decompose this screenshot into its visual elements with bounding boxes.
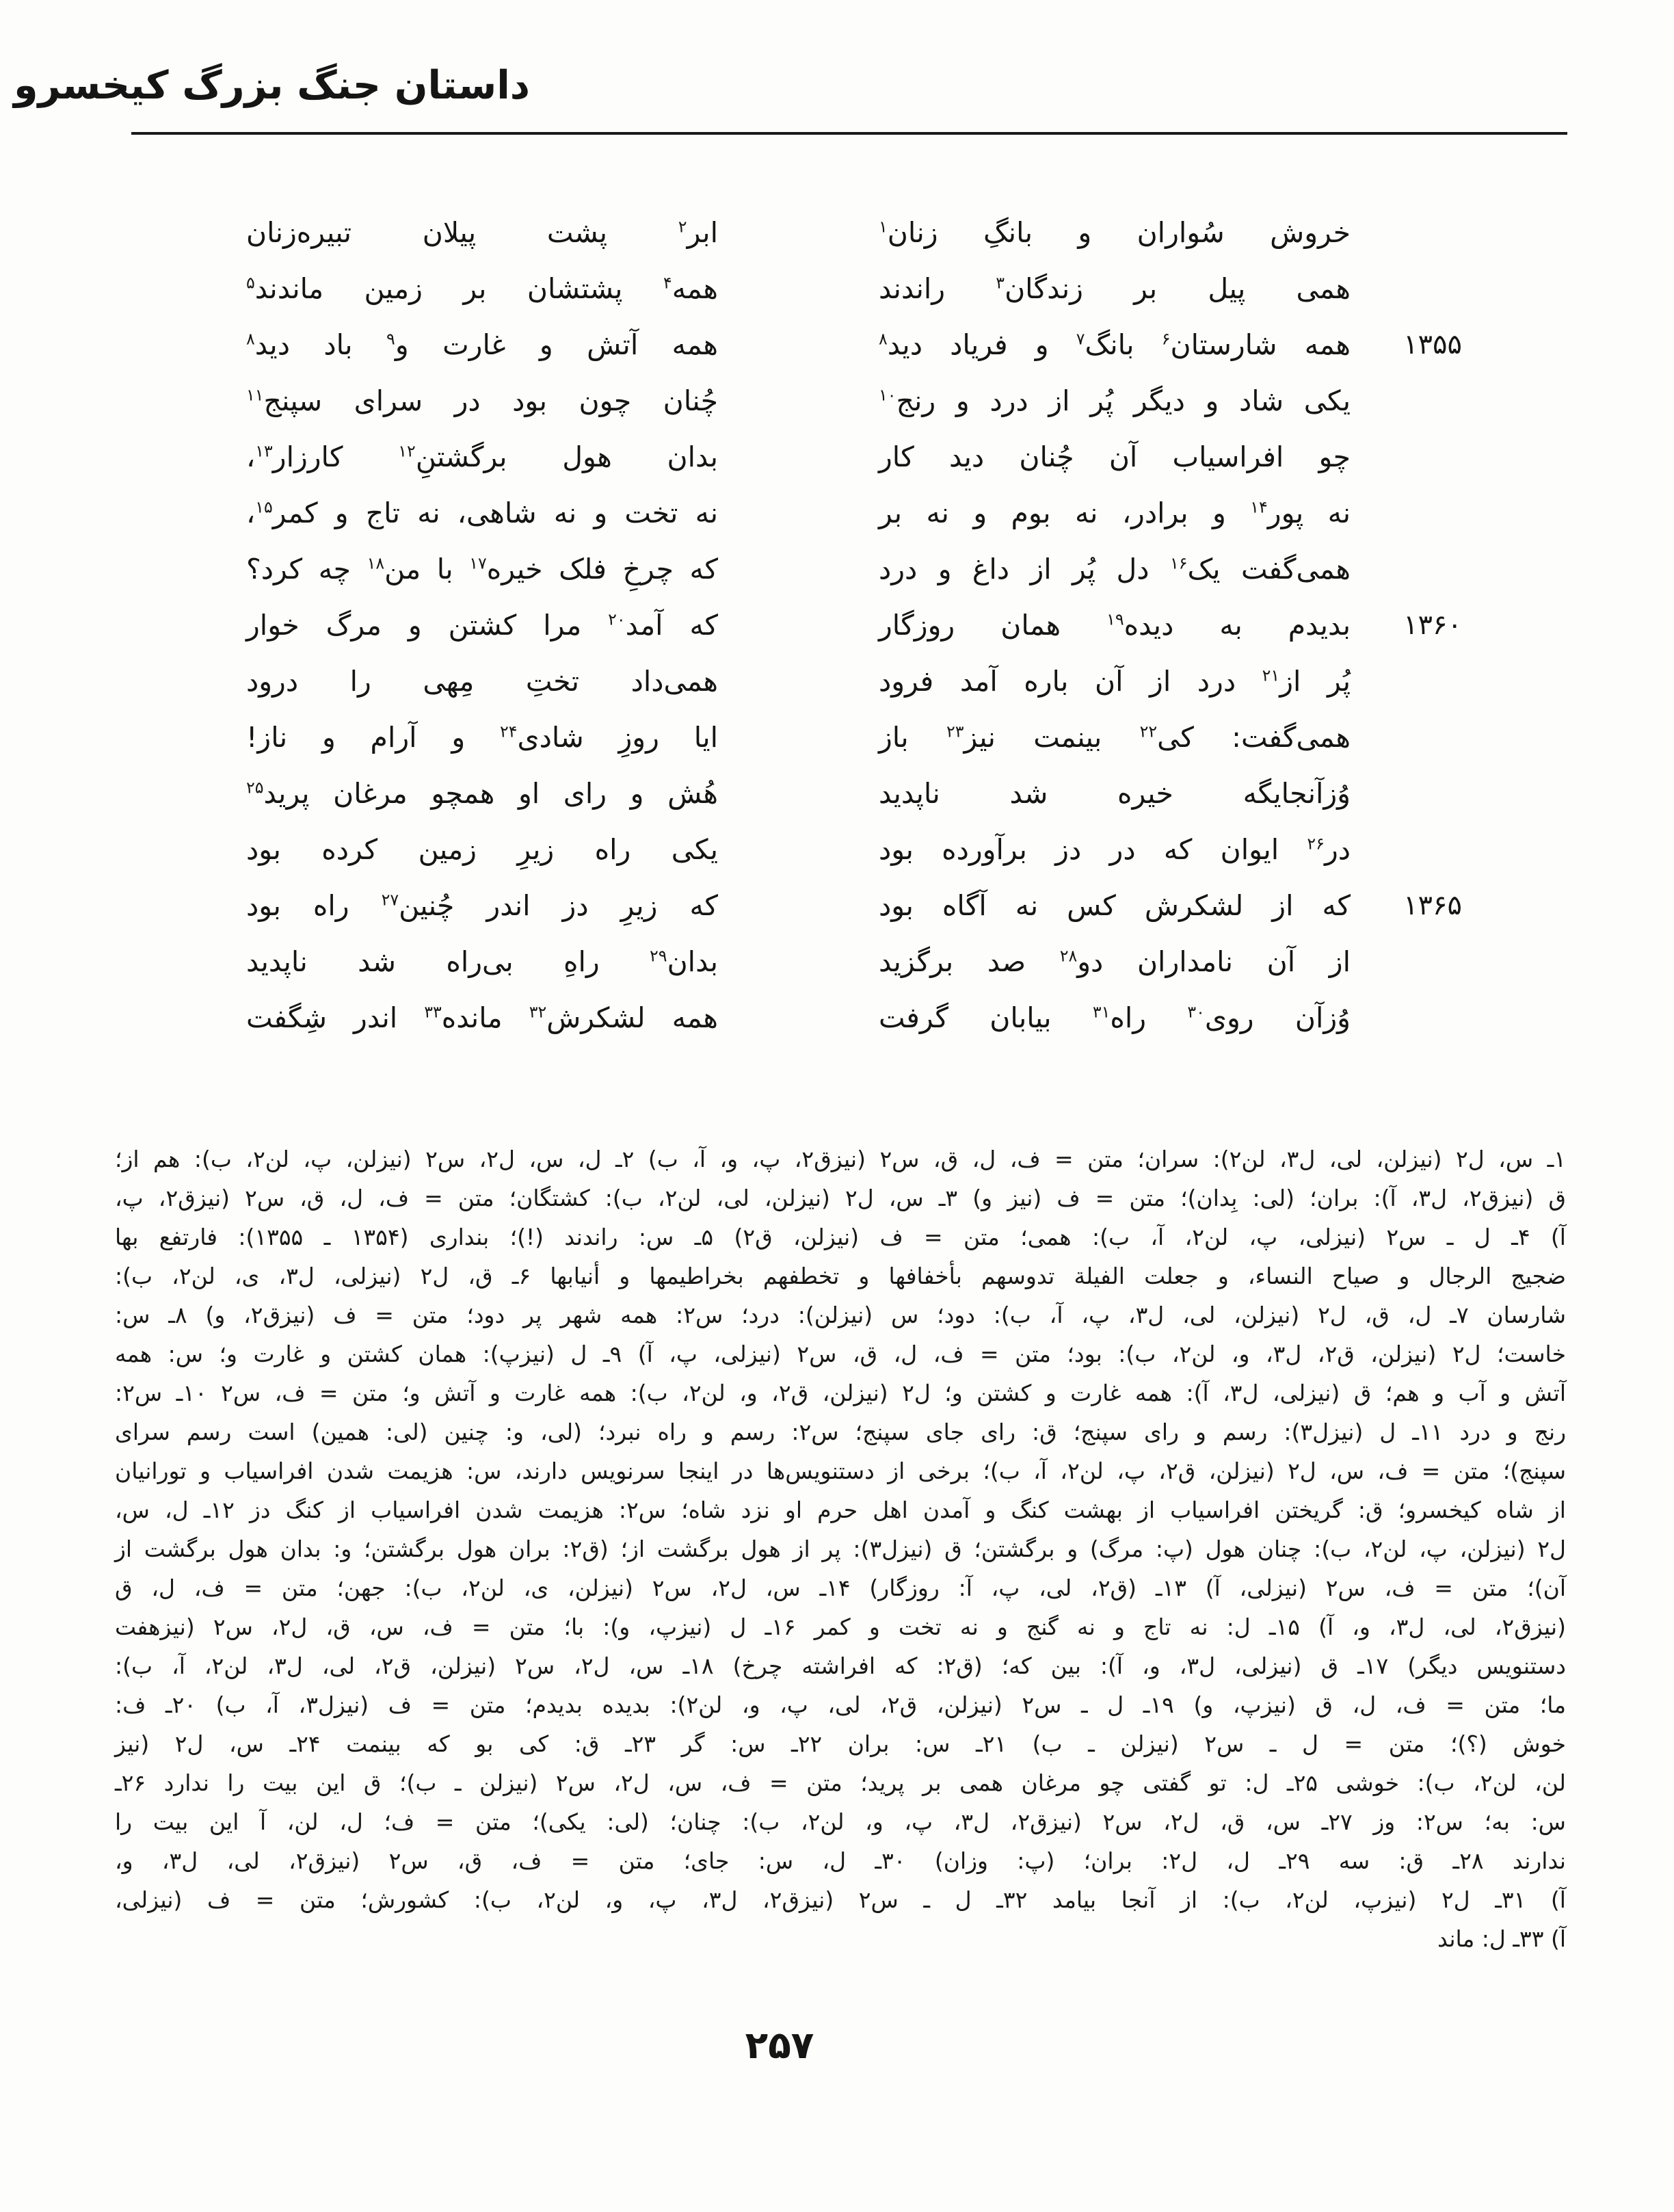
verse-row: [0, 765, 1674, 821]
verse-row: [0, 597, 1674, 653]
verse-row: [0, 261, 1674, 317]
verse-row: [0, 653, 1674, 709]
footnote-line: ندارند ۲۸ـ ق: سه ۲۹ـ ل، ل۲: بران؛ (پ: وزان) ۳۰ـ ل، س: جای؛ متن = ف، ق، س۲ (نیزق۲، لی، ل۳، و،: [115, 1847, 1566, 1874]
hemistich-right: که از لشکرش کس نه آگاه بود: [879, 889, 1351, 922]
hemistich-left: همه آتش و غارت و$^۹$ باد دید$^۸$: [246, 328, 718, 361]
verse-row: [0, 485, 1674, 541]
hemistich-right: یکی شاد و دیگر پُر از درد و رنج$^{۱۰}$: [879, 384, 1351, 417]
footnote-line: آ) ۳۱ـ ل۲ (نیزپ، لن۲، ب): از آنجا بیامد ۳۲ـ ل ـ س۲ (نیزق۲، ل۳، پ، و، لن۲، ب): کشورش؛ متن = ف (نیزلی،: [115, 1886, 1566, 1913]
hemistich-right: در$^{۲۶}$ ایوان که در دز برآورده بود: [879, 833, 1351, 866]
hemistich-right: خروش سُواران و بانگِ زنان$^۱$: [879, 216, 1351, 249]
footnote-line: آتش و آب و هم؛ ق (نیزلی، ل۳، آ): همه غارت و کشتن و؛ ل۲ (نیزلن، ق۲، و، لن۲، ب): همه غارت و آتش و؛ متن = ف، س۲ ۱۰ـ س۲:: [115, 1380, 1566, 1406]
footnote-line: رنج و درد ۱۱ـ ل (نیزل۳): رسم و رای سپنج؛ ق: رای جای سپنج؛ س۲: رسم و راه نبرد؛ (لی، و: چنین (لی: همین) است رسم سرای: [115, 1419, 1567, 1445]
hemistich-left: ایا روزِ شادی$^{۲۴}$ و آرام و ناز!: [246, 721, 718, 754]
verse-number: ۱۳۵۵: [1403, 329, 1462, 360]
verse-row: [0, 541, 1674, 597]
hemistich-right: بدیدم به دیده$^{۱۹}$ همان روزگار: [879, 609, 1351, 642]
footnote-line: (نیزق۲، لی، ل۳، و، آ) ۱۵ـ ل: نه تاج و نه گنج و نه تخت و کمر ۱۶ـ ل (نیزپ، و): با؛ متن = ف، س، ق، ل۲، س۲ (نیزهفت: [115, 1614, 1566, 1640]
verse-row: [0, 709, 1674, 765]
footnote-line: ۱ـ س، ل۲ (نیزلن، لی، ل۳، لن۲): سران؛ متن = ف، ل، ق، س۲ (نیزق۲، پ، و، آ، ب) ۲ـ ل، س، ل۲، س۲ (نیزلن، پ، لن۲، ب): هم از؛: [115, 1146, 1566, 1172]
hemistich-left: همه$^۴$ پشتشان بر زمین ماندند$^۵$: [246, 272, 718, 305]
hemistich-left: که زیرِ دز اندر چُنین$^{۲۷}$ راه بود: [246, 889, 718, 922]
running-head-title: داستان جنگ بزرگ کیخسرو: [14, 63, 530, 108]
verse-row: [0, 878, 1674, 934]
hemistich-left: که چرخِ فلک خیره$^{۱۷}$ با من$^{۱۸}$ چه کرد؟: [246, 553, 718, 585]
hemistich-right: وُزآنجایگه خیره شد ناپدید: [879, 777, 1351, 810]
verse-row: [0, 205, 1674, 261]
hemistich-right: همی‌گفت یک$^{۱۶}$ دل پُر از داغ و درد: [879, 553, 1351, 585]
verse-number: ۱۳۶۰: [1403, 609, 1462, 641]
hemistich-left: نه تخت و نه شاهی، نه تاج و کمر$^{۱۵}$،: [246, 497, 718, 529]
footnote-line: ق (نیزق۲، ل۳، آ): بران؛ (لی: بِدان)؛ متن = ف (نیز و) ۳ـ س، ل۲ (نیزلن، لی، لن۲، ب): کشتگان؛ متن = ف، ل، ق، س۲ (نیزق۲، پ،: [115, 1185, 1567, 1211]
verse-row: [0, 990, 1674, 1046]
header-rule: [131, 132, 1567, 135]
footnote-line: ضجیج الرجال و صیاح النساء، و جعلت الفیلة تدوسهم بأخفافها و تخطفهم بخراطیمها و أنیابها ۶ـ ق، ل۲ (نیزلی، ل۳، ی، لن۲، ب):: [115, 1263, 1566, 1289]
hemistich-right: پُر از$^{۲۱}$ درد از آن باره آمد فرود: [879, 665, 1351, 698]
footnote-line: س: به؛ س۲: وز ۲۷ـ س، ق، ل۲، س۲ (نیزق۲، ل۳، پ، و، لن۲، ب): چنان؛ (لی: یکی)؛ متن = ف؛ ل، لن، آ این بیت را: [115, 1808, 1566, 1835]
footnote-line: لن، لن۲، ب): خوشی ۲۵ـ ل: تو گفتی چو مرغان همی بر پرید؛ متن = ف، س، ل۲، س۲ (نیزلن ـ ب)؛ ق این بیت را ندارد ۲۶ـ: [115, 1769, 1566, 1796]
footnote-line: شارسان ۷ـ ل، ق، ل۲ (نیزلن، لی، ل۳، پ، آ، ب): دود؛ س (نیزلن): درد؛ س۲: همه شهر پر دود؛ متن = ف (نیزق۲، و) ۸ـ س:: [115, 1302, 1566, 1328]
verse-row: [0, 317, 1674, 373]
hemistich-left: بدان هول برگشتنِ$^{۱۲}$ کارزار$^{۱۳}$،: [246, 440, 718, 473]
hemistich-left: بدان$^{۲۹}$ راهِ بی‌راه شد ناپدید: [246, 945, 718, 978]
footnote-line: سپنج)؛ متن = ف، س، ل۲ (نیزلن، ق۲، پ، لن۲، آ، ب)؛ برخی از دستنویس‌ها در اینجا سرنویس دارند، س: هزیمت شدن افراسیاب و تورانیان: [115, 1458, 1566, 1484]
verse-row: [0, 934, 1674, 990]
footnote-line: آ) ۴ـ ل ـ س۲ (نیزلی، پ، لن۲، آ، ب): همی؛ متن = ف (نیزلن، ق۲) ۵ـ س: راندند (!)؛ بنداری (۱۳۵۴ ـ ۱۳۵۵): فارتفع بها: [115, 1224, 1566, 1250]
footnote-line: خوش (؟)؛ متن = ل ـ س۲ (نیزلن ـ ب) ۲۱ـ س: بران ۲۲ـ س: گر ۲۳ـ ق: کی بو که بینمت ۲۴ـ س، ل۲ (نیز: [115, 1730, 1567, 1757]
hemistich-right: وُزآن روی$^{۳۰}$ راه$^{۳۱}$ بیابان گرفت: [879, 1001, 1351, 1034]
verse-number: ۱۳۶۵: [1403, 890, 1462, 921]
hemistich-left: هُش و رای او همچو مرغان پرید$^{۲۵}$: [246, 777, 718, 810]
page-number: ۲۵۷: [745, 2023, 814, 2067]
verse-row: [0, 373, 1674, 429]
hemistich-right: نه پور$^{۱۴}$ و برادر، نه بوم و نه بر: [879, 497, 1351, 529]
hemistich-right: از آن نامداران دو$^{۲۸}$ صد برگزید: [879, 945, 1351, 978]
critical-apparatus: [115, 1140, 1566, 1958]
hemistich-left: که آمد$^{۲۰}$ مرا کشتن و مرگ خوار: [246, 609, 718, 642]
hemistich-left: همی‌داد تختِ مِهی را درود: [246, 665, 718, 698]
hemistich-left: ابر$^۲$ پشت پیلان تبیره‌زنان: [246, 216, 718, 249]
hemistich-right: همی‌گفت: کی$^{۲۲}$ بینمت نیز$^{۲۳}$ باز: [879, 721, 1351, 754]
footnote-line: دستنویس دیگر) ۱۷ـ ق (نیزلی، ل۳، و، آ): بین که؛ (ق۲: که افراشته چرخ) ۱۸ـ س، ل۲، س۲ (نیزلن، ق۲، لی، ل۳، لن۲، آ، ب):: [115, 1653, 1566, 1679]
verse-row: [0, 429, 1674, 485]
hemistich-right: چو افراسیاب آن چُنان دید کار: [879, 440, 1351, 473]
footnote-line: خاست؛ ل۲ (نیزلن، ق۲، ل۳، و، لن۲، ب): بود؛ متن = ف، ل، ق، س۲ (نیزلی، پ، آ) ۹ـ ل (نیزپ): همان کشتن و غارت و؛ س: همه: [115, 1341, 1567, 1367]
hemistich-left: چُنان چون بود در سرای سپنج$^{۱۱}$: [246, 384, 718, 417]
hemistich-right: همی پیل بر زندگان$^۳$ راندند: [879, 272, 1351, 305]
footnote-line: آن)؛ متن = ف، س۲ (نیزلی، آ) ۱۳ـ (ق۲، لی، پ، آ: روزگار) ۱۴ـ س، ل۲، س۲ (نیزلن، ی، لن۲، ب): جهن؛ متن = ف، ل، ق: [115, 1575, 1567, 1601]
footnote-line: ل۲ (نیزلن، پ، لن۲، ب): چنان هول (پ: مرگ) و برگشتن؛ ق (نیزل۳): پر از هول برگشت از؛ (ق۲: بران هول برگشتن؛ و: بدان هول برگشت از: [115, 1536, 1567, 1562]
verse-row: [0, 821, 1674, 878]
footnote-line: ما؛ متن = ف، ل، ق (نیزپ، و) ۱۹ـ ل ـ س۲ (نیزلن، ق۲، لی، پ، و، لن۲): بدیده بدیدم؛ متن = ف (نیزل۳، آ، ب) ۲۰ـ ف:: [115, 1691, 1566, 1718]
footnote-line: آ) ۳۳ـ ل: ماند: [1437, 1925, 1566, 1952]
hemistich-left: همه لشکرش$^{۳۲}$ مانده$^{۳۳}$ اندر شِگفت: [246, 1001, 718, 1034]
hemistich-left: یکی راه زیرِ زمین کرده بود: [246, 833, 718, 866]
footnote-line: از شاه کیخسرو؛ ق: گریختن افراسیاب از بهشت کنگ و آمدن اهل حرم او نزد شاه؛ س۲: هزیمت شدن افراسیاب از کنگ دز ۱۲ـ ل، س،: [115, 1497, 1566, 1523]
hemistich-right: همه شارستان$^۶$ بانگ$^۷$ و فریاد دید$^۸$: [879, 328, 1351, 361]
poem-block: [0, 205, 1674, 1046]
